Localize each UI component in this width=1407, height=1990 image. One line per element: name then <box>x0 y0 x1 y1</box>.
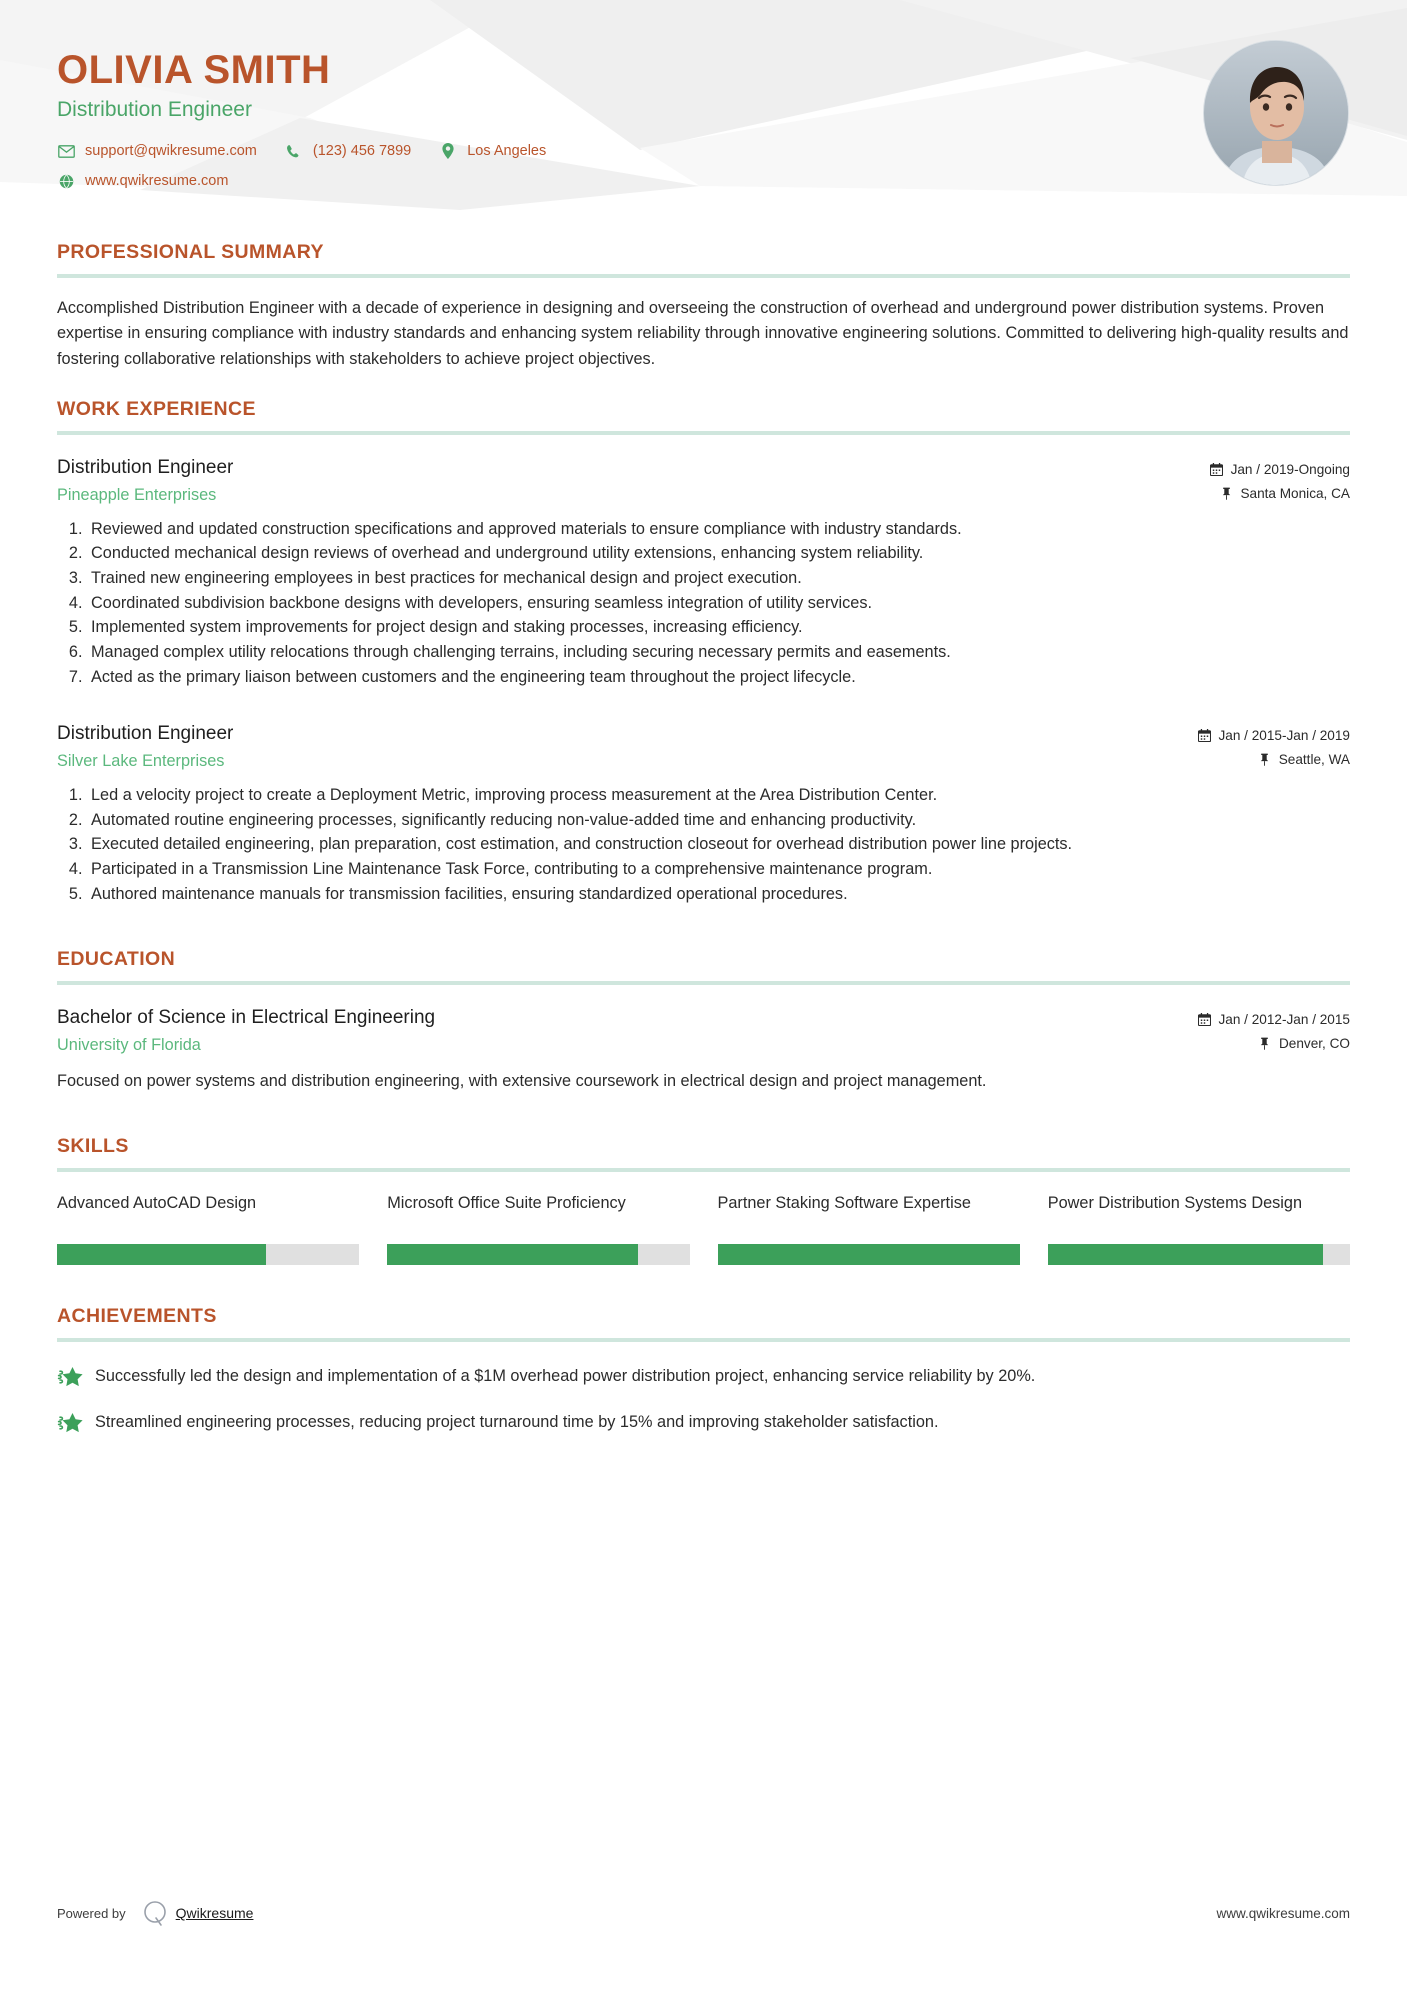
job-bullet: 2. Conducted mechanical design reviews of overhead and underground utility extensions, enhancing system reliability. <box>87 542 1350 566</box>
section-divider <box>57 981 1350 985</box>
education-location <box>1197 1036 1350 1051</box>
contact-website-text: www.qwikresume.com <box>85 173 229 189</box>
achievement-text: Successfully led the design and implementation of a $1M overhead power distribution project, enhancing service reliability by 20%. <box>95 1366 1036 1385</box>
section-work-experience <box>57 398 1350 907</box>
star-icon <box>57 1412 83 1436</box>
skill-item <box>387 1192 689 1265</box>
education-date <box>1197 1012 1350 1027</box>
skill-label: Advanced AutoCAD Design <box>57 1193 257 1212</box>
footer <box>57 1898 1350 1928</box>
job-date-text: Jan / 2019-Ongoing <box>1230 461 1350 477</box>
company-name: Pineapple Enterprises <box>57 485 217 504</box>
skill-progress-track <box>718 1244 1020 1265</box>
calendar-icon <box>1210 462 1224 476</box>
job-date <box>1210 462 1350 477</box>
skill-label: Power Distribution Systems Design <box>1047 1193 1303 1212</box>
footer-website[interactable]: www.qwikresume.com <box>1216 1905 1350 1921</box>
contact-row-primary <box>57 142 1347 160</box>
job-date <box>1197 728 1350 743</box>
section-title-education: EDUCATION <box>57 948 176 971</box>
job-bullet-list <box>57 518 1350 689</box>
footer-powered-by <box>57 1898 253 1928</box>
job-bullet: 3. Trained new engineering employees in best practices for mechanical design and project execution. <box>87 567 1350 591</box>
section-divider <box>57 431 1350 435</box>
degree-title: Bachelor of Science in Electrical Engineering <box>57 1007 436 1029</box>
education-description: Focused on power systems and distribution engineering, with extensive coursework in electrical design and project management. <box>57 1072 987 1091</box>
section-title-summary: PROFESSIONAL SUMMARY <box>57 241 324 263</box>
resume-body <box>0 241 1407 1436</box>
achievement-item <box>57 1410 1350 1436</box>
contact-email[interactable] <box>57 142 257 160</box>
job-location-text: Seattle, WA <box>1278 752 1350 768</box>
pushpin-icon <box>1258 1037 1272 1051</box>
job-title: Distribution Engineer <box>57 723 234 745</box>
section-divider <box>57 1338 1350 1342</box>
skills-grid <box>57 1192 1350 1265</box>
job-bullet: 1. Led a velocity project to create a Deployment Metric, improving process measurement at the Area Distribution Center. <box>87 784 1350 808</box>
skill-label: Partner Staking Software Expertise <box>717 1193 971 1212</box>
job-bullet: 6. Managed complex utility relocations through challenging terrains, including securing necessary permits and easements. <box>87 641 1350 665</box>
job-bullet: 7. Acted as the primary liaison between customers and the engineering team throughout the project lifecycle. <box>87 666 1350 690</box>
globe-icon <box>57 172 75 190</box>
skill-progress-track <box>57 1244 359 1265</box>
skill-progress-track <box>1048 1244 1350 1265</box>
job-bullet: 3. Executed detailed engineering, plan preparation, cost estimation, and construction closeout for overhead distribution power line projects. <box>87 833 1350 857</box>
section-skills <box>57 1135 1350 1265</box>
skill-label: Microsoft Office Suite Proficiency <box>387 1193 626 1212</box>
pushpin-icon <box>1219 486 1233 500</box>
envelope-icon <box>57 142 75 160</box>
education-location-text: Denver, CO <box>1278 1036 1350 1052</box>
achievement-text: Streamlined engineering processes, reducing project turnaround time by 15% and improving stakeholder satisfaction. <box>95 1412 939 1431</box>
contact-location-text: Los Angeles <box>467 143 547 159</box>
job-title-subtitle: Distribution Engineer <box>57 98 252 121</box>
footer-brand-link[interactable]: Qwikresume <box>175 1905 254 1921</box>
section-title-achievements: ACHIEVEMENTS <box>57 1304 217 1327</box>
experience-entry <box>57 457 1350 689</box>
footer-powered-by-label: Powered by <box>57 1905 126 1921</box>
job-location <box>1197 752 1350 767</box>
contact-row-secondary <box>57 172 1347 190</box>
avatar <box>1203 40 1349 186</box>
section-achievements <box>57 1305 1350 1436</box>
job-bullet: 5. Implemented system improvements for project design and staking processes, increasing efficiency. <box>87 616 1350 640</box>
job-bullet-list <box>57 784 1350 906</box>
location-pin-icon <box>439 142 457 160</box>
achievement-item <box>57 1364 1350 1390</box>
contact-phone-text: (123) 456 7899 <box>312 143 412 159</box>
achievements-list <box>57 1364 1350 1436</box>
job-location <box>1210 486 1350 501</box>
calendar-icon <box>1197 1013 1211 1027</box>
skill-progress-fill <box>1048 1244 1323 1265</box>
calendar-icon <box>1197 729 1211 743</box>
phone-icon <box>285 142 303 160</box>
contact-website[interactable] <box>57 172 228 190</box>
contact-phone[interactable] <box>285 142 411 160</box>
job-date-text: Jan / 2015-Jan / 2019 <box>1218 728 1350 744</box>
company-name: Silver Lake Enterprises <box>57 752 225 771</box>
skill-item <box>1048 1192 1350 1265</box>
skill-item <box>718 1192 1020 1265</box>
job-location-text: Santa Monica, CA <box>1240 485 1350 501</box>
section-professional-summary <box>57 241 1350 372</box>
education-entry <box>57 1007 1350 1094</box>
job-bullet: 4. Participated in a Transmission Line Maintenance Task Force, contributing to a comprehensive maintenance program. <box>87 858 1350 882</box>
education-date-text: Jan / 2012-Jan / 2015 <box>1218 1012 1350 1028</box>
skill-progress-fill <box>387 1244 638 1265</box>
job-bullet: 4. Coordinated subdivision backbone designs with developers, ensuring seamless integration of utility services. <box>87 592 1350 616</box>
job-bullet: 1. Reviewed and updated construction specifications and approved materials to ensure compliance with industry standards. <box>87 518 1350 542</box>
skill-progress-track <box>387 1244 689 1265</box>
experience-entry <box>57 723 1350 906</box>
pushpin-icon <box>1258 753 1272 767</box>
job-bullet: 2. Automated routine engineering processes, significantly reducing non-value-added time and enhancing productivity. <box>87 809 1350 833</box>
section-title-skills: SKILLS <box>57 1134 129 1157</box>
contact-location <box>439 142 546 160</box>
skill-progress-fill <box>57 1244 266 1265</box>
section-divider <box>57 1168 1350 1172</box>
qwikresume-logo-icon <box>140 1898 170 1928</box>
section-education <box>57 948 1350 1094</box>
section-title-experience: WORK EXPERIENCE <box>57 397 256 420</box>
school-name: University of Florida <box>57 1036 201 1055</box>
job-title: Distribution Engineer <box>57 456 234 478</box>
resume-header <box>0 0 1407 215</box>
contact-email-text: support@qwikresume.com <box>85 143 257 159</box>
star-icon <box>57 1366 83 1390</box>
page-title: OLIVIA SMITH <box>57 48 331 92</box>
summary-text: Accomplished Distribution Engineer with a decade of experience in designing and overseeing the construction of overhead and underground power distribution systems. Proven expertise in ensuring compliance with industry standards and enhancing system reliability through innovative engineering solutions. Committed to delivering high-quality results and fostering collaborative relationships with stakeholders to achieve project objectives. <box>57 299 1349 368</box>
job-bullet: 5. Authored maintenance manuals for transmission facilities, ensuring standardized operational procedures. <box>87 883 1350 907</box>
skill-item <box>57 1192 359 1265</box>
skill-progress-fill <box>718 1244 1020 1265</box>
section-divider <box>57 274 1350 278</box>
